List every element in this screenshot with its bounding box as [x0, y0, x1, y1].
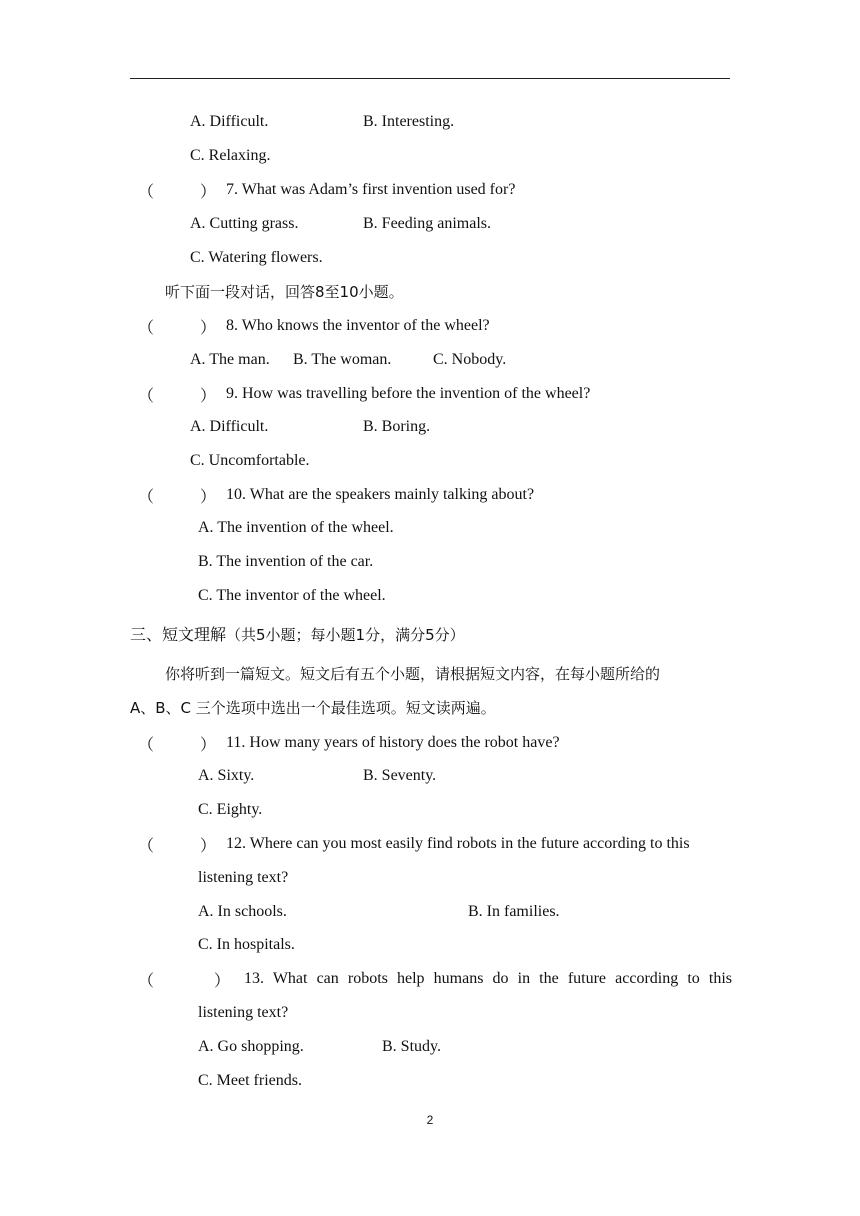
- instruction-8-10: 听下面一段对话，回答8至10小题。: [165, 283, 404, 301]
- answer-bracket-close: ）: [200, 388, 217, 405]
- q13-stem-line2: listening text?: [198, 1004, 289, 1021]
- q8-option-a[interactable]: A. The man.: [190, 351, 270, 368]
- q9-stem: 9. How was travelling before the invention of the wheel?: [226, 385, 591, 402]
- q10-option-a[interactable]: A. The invention of the wheel.: [198, 519, 394, 536]
- answer-bracket-close: ）: [200, 737, 217, 754]
- page-number: 2: [426, 1113, 434, 1127]
- answer-bracket-open[interactable]: （: [138, 737, 155, 754]
- q7-option-b[interactable]: B. Feeding animals.: [363, 215, 491, 232]
- section-3-heading: [130, 625, 465, 646]
- q12-stem-line2: listening text?: [198, 869, 289, 886]
- section-3-title: 三、短文理解: [130, 625, 227, 644]
- q12-option-c[interactable]: C. In hospitals.: [198, 936, 295, 953]
- q13-option-a[interactable]: A. Go shopping.: [198, 1038, 304, 1055]
- answer-bracket-close: ）: [200, 320, 217, 337]
- q6-option-a[interactable]: A. Difficult.: [190, 113, 269, 130]
- answer-bracket-open[interactable]: （: [138, 320, 155, 337]
- q11-option-a[interactable]: A. Sixty.: [198, 767, 255, 784]
- q10-option-c[interactable]: C. The inventor of the wheel.: [198, 587, 386, 604]
- answer-bracket-close: ）: [200, 184, 217, 201]
- q6-option-b[interactable]: B. Interesting.: [363, 113, 455, 130]
- answer-bracket-open[interactable]: （: [138, 184, 155, 201]
- header-rule: [130, 78, 730, 79]
- q9-option-a[interactable]: A. Difficult.: [190, 418, 269, 435]
- q12-option-b[interactable]: B. In families.: [468, 903, 560, 920]
- q8-stem: 8. Who knows the inventor of the wheel?: [226, 317, 490, 334]
- q13-option-c[interactable]: C. Meet friends.: [198, 1072, 302, 1089]
- q7-stem: 7. What was Adam’s first invention used for?: [226, 181, 516, 198]
- q9-option-c[interactable]: C. Uncomfortable.: [190, 452, 310, 469]
- section-3-note: （共5小题；每小题1分，满分5分）: [226, 626, 465, 644]
- q11-option-c[interactable]: C. Eighty.: [198, 801, 263, 818]
- answer-bracket-close: ）: [200, 489, 217, 506]
- q7-option-c[interactable]: C. Watering flowers.: [190, 249, 323, 266]
- q12-option-a[interactable]: A. In schools.: [198, 903, 287, 920]
- answer-bracket-open[interactable]: （: [138, 489, 155, 506]
- section-3-instruction-line1: 你将听到一篇短文。短文后有五个小题，请根据短文内容，在每小题所给的: [165, 665, 661, 683]
- q6-option-c[interactable]: C. Relaxing.: [190, 147, 271, 164]
- q11-stem: 11. How many years of history does the robot have?: [226, 734, 560, 751]
- q12-stem-line1: 12. Where can you most easily find robots in the future according to this: [226, 835, 690, 852]
- q7-option-a[interactable]: A. Cutting grass.: [190, 215, 299, 232]
- answer-bracket-open[interactable]: （: [138, 838, 155, 855]
- q13-stem-line1: 13. What can robots help humans do in the future according to this: [244, 970, 732, 987]
- answer-bracket-close: ）: [200, 838, 217, 855]
- q11-option-b[interactable]: B. Seventy.: [363, 767, 437, 784]
- answer-bracket-close: ）: [214, 973, 231, 990]
- section-3-instruction-line2: A、B、C 三个选项中选出一个最佳选项。短文读两遍。: [130, 699, 496, 717]
- q8-option-b[interactable]: B. The woman.: [293, 351, 392, 368]
- q8-option-c[interactable]: C. Nobody.: [433, 351, 507, 368]
- answer-bracket-open[interactable]: （: [138, 388, 155, 405]
- q13-option-b[interactable]: B. Study.: [382, 1038, 441, 1055]
- q10-stem: 10. What are the speakers mainly talking about?: [226, 486, 535, 503]
- q10-option-b[interactable]: B. The invention of the car.: [198, 553, 374, 570]
- q9-option-b[interactable]: B. Boring.: [363, 418, 431, 435]
- answer-bracket-open[interactable]: （: [138, 973, 155, 990]
